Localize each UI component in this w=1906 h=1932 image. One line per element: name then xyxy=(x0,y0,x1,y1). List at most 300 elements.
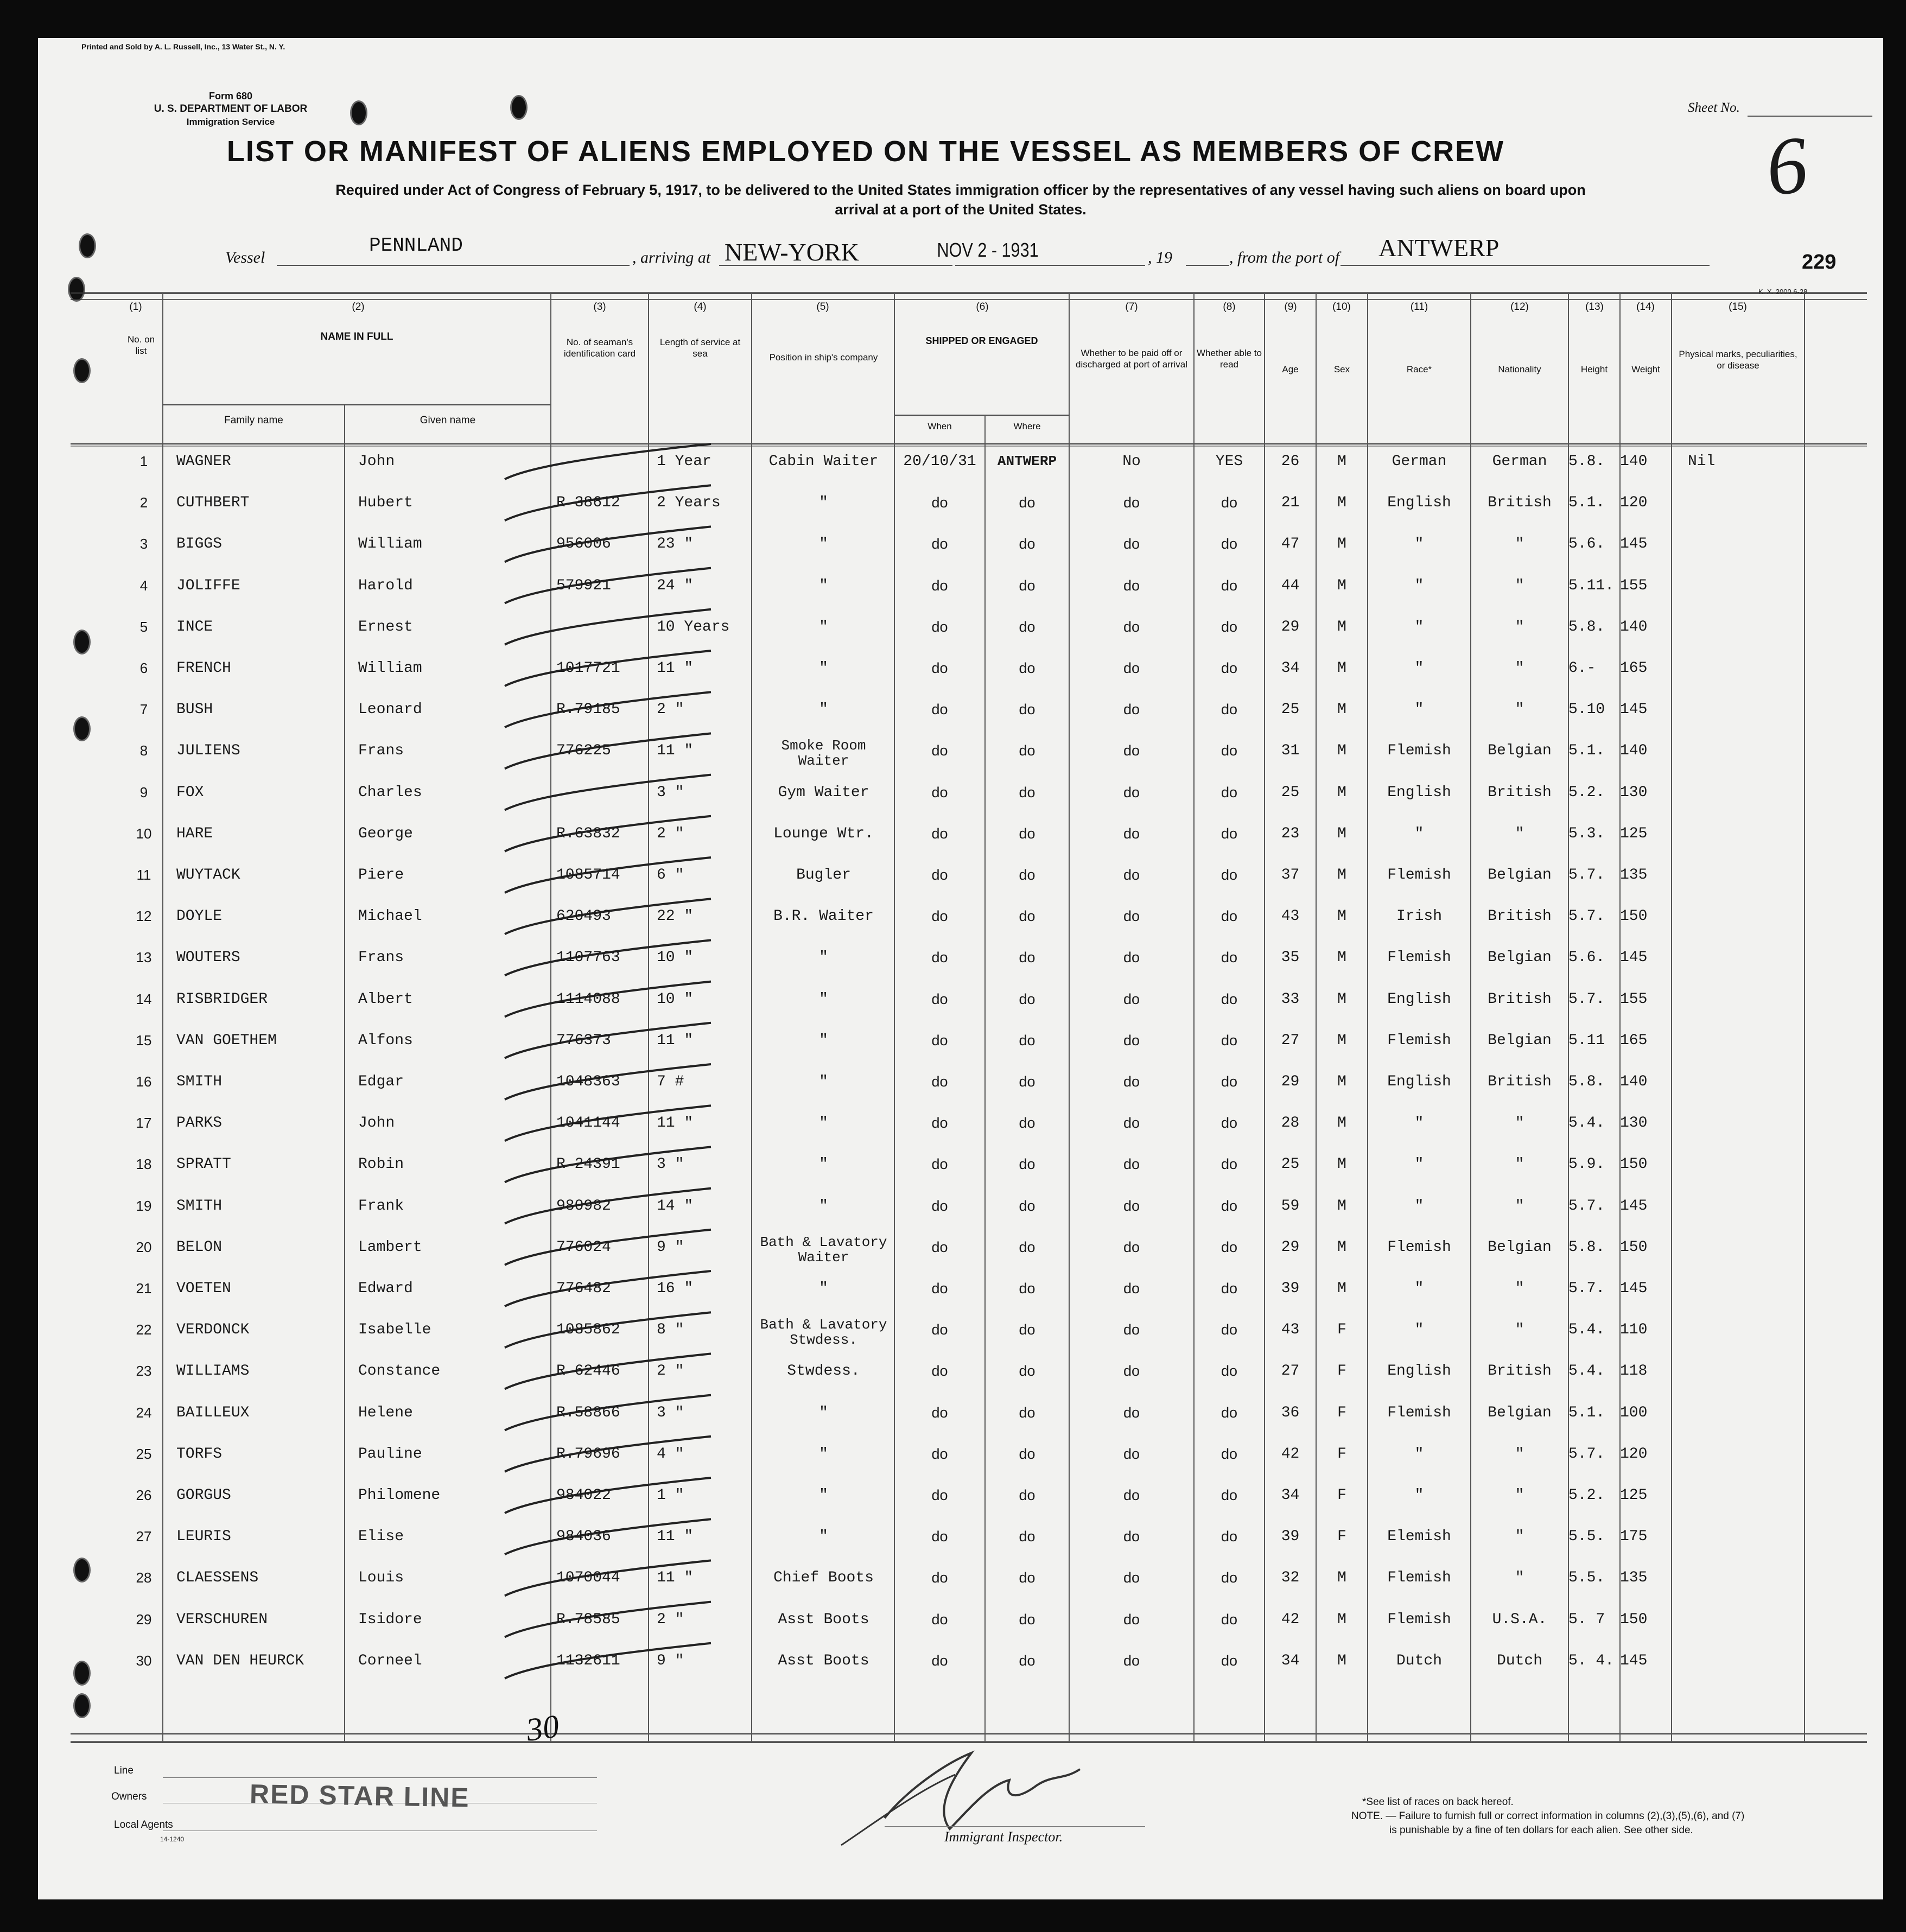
cell-nat: British xyxy=(1488,1363,1552,1380)
date-stamp: NOV 2 - 1931 xyxy=(937,239,1039,261)
cell-paid: do xyxy=(1123,701,1140,718)
cell-read: do xyxy=(1221,825,1238,842)
cell-service: 7 # xyxy=(657,1073,684,1090)
cell-when: do xyxy=(931,908,948,925)
cell-family: BELON xyxy=(176,1238,223,1256)
cell-family: SPRATT xyxy=(176,1156,231,1173)
cell-when: do xyxy=(931,1611,948,1628)
cell-position: Chief Boots xyxy=(773,1569,874,1587)
department-name: U. S. DEPARTMENT OF LABOR xyxy=(154,103,308,115)
cell-n: 20 xyxy=(136,1238,152,1255)
cell-where: do xyxy=(1019,1569,1035,1586)
cell-n: 8 xyxy=(139,742,148,759)
cell-sex: F xyxy=(1337,1363,1346,1380)
cell-read: do xyxy=(1221,1238,1238,1255)
cell-given: Frank xyxy=(358,1197,404,1215)
cell-height: 5. 7 xyxy=(1568,1611,1605,1628)
cell-read: do xyxy=(1221,1611,1238,1628)
cell-service: 10 Years xyxy=(657,618,730,635)
cell-position: " xyxy=(819,1528,828,1546)
header-height: Height xyxy=(1580,364,1608,374)
cell-height: 5.6. xyxy=(1568,949,1605,967)
cell-given: Helene xyxy=(358,1404,413,1421)
cell-age: 33 xyxy=(1281,990,1300,1008)
cell-family: HARE xyxy=(176,825,213,842)
cell-family: FRENCH xyxy=(176,660,231,677)
cell-card: R 62446 xyxy=(556,1363,620,1380)
cell-age: 39 xyxy=(1281,1280,1300,1297)
cell-when: do xyxy=(931,867,948,883)
cell-read: do xyxy=(1221,1280,1238,1297)
header-paid-off: Whether to be paid off or discharged at port of arrival xyxy=(1076,348,1187,370)
cell-given: George xyxy=(358,825,413,842)
cell-position: " xyxy=(819,660,828,677)
cell-nat: Belgian xyxy=(1488,949,1552,967)
cell-nat: " xyxy=(1515,1528,1524,1546)
cell-when: do xyxy=(931,1404,948,1421)
cell-read: do xyxy=(1221,1115,1238,1132)
cell-height: 5.2. xyxy=(1568,1487,1605,1504)
cell-paid: do xyxy=(1123,1073,1140,1090)
cell-position: " xyxy=(819,618,828,635)
footer-notes xyxy=(1351,1795,1744,1838)
punch-hole xyxy=(79,233,96,258)
cell-weight: 110 xyxy=(1620,1321,1648,1339)
cell-position: Smoke Room Waiter xyxy=(781,738,866,770)
cell-position: " xyxy=(819,701,828,719)
cell-position: Bath & Lavatory Stwdess. xyxy=(760,1317,887,1349)
cell-service: 9 " xyxy=(657,1652,684,1669)
cell-n: 10 xyxy=(136,825,152,842)
cell-when: do xyxy=(931,1197,948,1214)
cell-age: 25 xyxy=(1281,1156,1300,1173)
cell-position: " xyxy=(819,1115,828,1132)
cell-age: 36 xyxy=(1281,1404,1300,1421)
cell-age: 31 xyxy=(1281,742,1300,760)
cell-service: 8 " xyxy=(657,1321,684,1339)
cell-position: Asst Boots xyxy=(778,1611,869,1628)
port-underline xyxy=(1340,265,1710,266)
header-shipped: SHIPPED OR ENGAGED xyxy=(925,335,1038,346)
sheet-number-line xyxy=(1748,116,1872,117)
cell-age: 34 xyxy=(1281,1652,1300,1669)
cell-given: Lambert xyxy=(358,1238,422,1256)
cell-paid: do xyxy=(1123,1528,1140,1545)
cell-nat: " xyxy=(1515,1487,1524,1504)
inspector-underline xyxy=(885,1826,1145,1827)
cell-paid: do xyxy=(1123,1197,1140,1214)
year-label: , 19 xyxy=(1148,249,1172,266)
cell-card: 776373 xyxy=(556,1032,611,1049)
cell-paid: do xyxy=(1123,1569,1140,1586)
cell-where: do xyxy=(1019,949,1035,966)
cell-card: 980982 xyxy=(556,1197,611,1215)
cell-race: " xyxy=(1414,1445,1424,1463)
cell-position: Asst Boots xyxy=(778,1652,869,1669)
cell-age: 44 xyxy=(1281,577,1300,594)
cell-read: do xyxy=(1221,1321,1238,1338)
cell-age: 21 xyxy=(1281,494,1300,512)
cell-n: 19 xyxy=(136,1197,152,1214)
cell-sex: M xyxy=(1337,784,1346,801)
owners-label: Owners xyxy=(111,1791,147,1802)
cell-given: John xyxy=(358,1115,395,1132)
cell-height: 5.11 xyxy=(1568,1032,1605,1049)
cell-weight: 165 xyxy=(1620,660,1648,677)
cell-age: 32 xyxy=(1281,1569,1300,1587)
cell-nat: " xyxy=(1515,1280,1524,1297)
cell-service: 11 " xyxy=(657,1528,694,1546)
cell-weight: 120 xyxy=(1620,494,1648,512)
cell-card: 1048363 xyxy=(556,1073,620,1090)
cell-race: German xyxy=(1392,453,1447,470)
cell-given: Isidore xyxy=(358,1611,422,1628)
cell-nat: " xyxy=(1515,1197,1524,1215)
cell-paid: do xyxy=(1123,784,1140,800)
cell-card: 1017721 xyxy=(556,660,620,677)
cell-when: do xyxy=(931,742,948,759)
cell-age: 39 xyxy=(1281,1528,1300,1546)
cell-when: do xyxy=(931,701,948,718)
cell-where: do xyxy=(1019,536,1035,552)
cell-height: 5.2. xyxy=(1568,784,1605,801)
cell-sex: M xyxy=(1337,1280,1346,1297)
cell-n: 13 xyxy=(136,949,152,966)
punch-hole xyxy=(73,630,91,654)
cell-paid: do xyxy=(1123,1404,1140,1421)
cell-read: do xyxy=(1221,1156,1238,1173)
cell-where: do xyxy=(1019,1445,1035,1462)
cell-when: do xyxy=(931,1156,948,1173)
header-able-read: Whether able to read xyxy=(1197,348,1262,370)
cell-given: Corneel xyxy=(358,1652,422,1669)
cell-paid: do xyxy=(1123,1652,1140,1669)
cell-n: 24 xyxy=(136,1404,152,1421)
cell-paid: do xyxy=(1123,494,1140,511)
cell-race: Flemish xyxy=(1387,1238,1451,1256)
punch-hole xyxy=(73,1661,91,1686)
cell-weight: 140 xyxy=(1620,1073,1648,1090)
punch-hole xyxy=(73,358,91,383)
cell-service: 22 " xyxy=(657,908,694,925)
cell-height: 5.7. xyxy=(1568,1280,1605,1297)
cell-weight: 165 xyxy=(1620,1032,1648,1049)
note-races: *See list of races on back hereof. xyxy=(1362,1796,1514,1808)
cell-when: do xyxy=(931,825,948,842)
cell-age: 23 xyxy=(1281,825,1300,842)
col-number: (9) xyxy=(1284,301,1297,313)
cell-sex: M xyxy=(1337,867,1346,884)
cell-where: do xyxy=(1019,742,1035,759)
cell-where: do xyxy=(1019,908,1035,925)
cell-given: Elise xyxy=(358,1528,404,1546)
cell-weight: 145 xyxy=(1620,536,1648,553)
cell-n: 9 xyxy=(139,784,148,800)
cell-family: VAN DEN HEURCK xyxy=(176,1652,304,1669)
cell-card: 1070044 xyxy=(556,1569,620,1587)
vessel-value: PENNLAND xyxy=(369,234,463,257)
cell-read: do xyxy=(1221,1032,1238,1048)
cell-when: do xyxy=(931,577,948,594)
year-underline xyxy=(1186,265,1229,266)
cell-weight: 145 xyxy=(1620,701,1648,719)
cell-read: do xyxy=(1221,1363,1238,1380)
cell-given: Louis xyxy=(358,1569,404,1587)
cell-paid: do xyxy=(1123,949,1140,966)
cell-card: 1085714 xyxy=(556,867,620,884)
cell-weight: 145 xyxy=(1620,949,1648,967)
col-number: (3) xyxy=(593,301,606,313)
cell-weight: 140 xyxy=(1620,618,1648,635)
cell-family: VOETEN xyxy=(176,1280,231,1297)
cell-service: 11 " xyxy=(657,1115,694,1132)
cell-height: 5.8. xyxy=(1568,453,1605,470)
cell-service: 2 " xyxy=(657,825,684,842)
cell-where: do xyxy=(1019,1528,1035,1545)
cell-service: 9 " xyxy=(657,1238,684,1256)
cell-height: 5.1. xyxy=(1568,742,1605,760)
cell-age: 25 xyxy=(1281,701,1300,719)
cell-sex: F xyxy=(1337,1487,1346,1504)
cell-where: do xyxy=(1019,1032,1035,1048)
cell-given: Charles xyxy=(358,784,422,801)
cell-read: do xyxy=(1221,949,1238,966)
line-label: Line xyxy=(114,1765,134,1776)
cell-when: 20/10/31 xyxy=(903,453,976,470)
cell-family: VAN GOETHEM xyxy=(176,1032,277,1049)
cell-when: do xyxy=(931,494,948,511)
cell-n: 16 xyxy=(136,1073,152,1090)
subtitle-line-1: Required under Act of Congress of February 5, 1917, to be delivered to the United States immigration officer by the representatives of any vessel having such aliens on board upon xyxy=(335,182,1586,198)
cell-race: Flemish xyxy=(1387,867,1451,884)
col-number: (2) xyxy=(352,301,365,313)
header-position: Position in ship's company xyxy=(769,352,878,363)
cell-read: YES xyxy=(1215,453,1243,470)
cell-when: do xyxy=(931,1445,948,1462)
cell-age: 28 xyxy=(1281,1115,1300,1132)
cell-weight: 135 xyxy=(1620,867,1648,884)
cell-where: do xyxy=(1019,1611,1035,1628)
cell-weight: 145 xyxy=(1620,1652,1648,1669)
cell-height: 5.4. xyxy=(1568,1363,1605,1380)
cell-where: do xyxy=(1019,1115,1035,1132)
arriving-value: NEW-YORK xyxy=(725,238,859,266)
cell-height: 5.11. xyxy=(1568,577,1615,594)
cell-paid: do xyxy=(1123,1611,1140,1628)
cell-race: Irish xyxy=(1396,908,1442,925)
cell-card: 984036 xyxy=(556,1528,611,1546)
cell-position: " xyxy=(819,1032,828,1049)
cell-weight: 150 xyxy=(1620,1238,1648,1256)
cell-paid: do xyxy=(1123,908,1140,925)
cell-card: R.63832 xyxy=(556,825,620,842)
cell-family: WAGNER xyxy=(176,453,231,470)
cell-service: 24 " xyxy=(657,577,694,594)
manifest-sheet xyxy=(38,38,1883,1899)
col-number: (15) xyxy=(1729,301,1747,313)
cell-given: Philomene xyxy=(358,1487,441,1504)
cell-paid: do xyxy=(1123,990,1140,1007)
cell-given: William xyxy=(358,660,422,677)
cell-when: do xyxy=(931,949,948,966)
subtitle-line-2: arrival at a port of the United States. xyxy=(835,201,1087,218)
cell-read: do xyxy=(1221,618,1238,635)
cell-sex: F xyxy=(1337,1404,1346,1421)
cell-paid: do xyxy=(1123,1445,1140,1462)
cell-age: 27 xyxy=(1281,1363,1300,1380)
header-given-name: Given name xyxy=(420,415,476,426)
cell-card: 1132611 xyxy=(556,1652,620,1669)
cell-when: do xyxy=(931,618,948,635)
cell-race: " xyxy=(1414,1115,1424,1132)
form-info xyxy=(111,90,350,129)
cell-race: Flemish xyxy=(1387,1032,1451,1049)
col-number: (12) xyxy=(1510,301,1529,313)
cell-service: 6 " xyxy=(657,867,684,884)
cell-service: 11 " xyxy=(657,1569,694,1587)
cell-service: 11 " xyxy=(657,1032,694,1049)
cell-family: DOYLE xyxy=(176,908,223,925)
page-title: LIST OR MANIFEST OF ALIENS EMPLOYED ON THE VESSEL AS MEMBERS OF CREW xyxy=(226,135,1505,168)
cell-sex: M xyxy=(1337,1611,1346,1628)
cell-height: 5.7. xyxy=(1568,867,1605,884)
cell-when: do xyxy=(931,1528,948,1545)
cell-when: do xyxy=(931,660,948,676)
cell-when: do xyxy=(931,1280,948,1297)
cell-age: 27 xyxy=(1281,1032,1300,1049)
cell-given: Harold xyxy=(358,577,413,594)
cell-read: do xyxy=(1221,1528,1238,1545)
cell-race: " xyxy=(1414,577,1424,594)
cell-weight: 125 xyxy=(1620,825,1648,842)
cell-weight: 140 xyxy=(1620,742,1648,760)
cell-sex: M xyxy=(1337,494,1346,512)
cell-position: Lounge Wtr. xyxy=(773,825,874,842)
cell-n: 1 xyxy=(139,453,148,469)
cell-paid: do xyxy=(1123,536,1140,552)
cell-height: 5.4. xyxy=(1568,1115,1605,1132)
cell-given: Piere xyxy=(358,867,404,884)
cell-where: do xyxy=(1019,867,1035,883)
cell-given: Ernest xyxy=(358,618,413,635)
cell-height: 5.8. xyxy=(1568,1238,1605,1256)
cell-position: Bath & Lavatory Waiter xyxy=(760,1234,887,1266)
cell-paid: do xyxy=(1123,1115,1140,1132)
cell-card: 1041144 xyxy=(556,1115,620,1132)
cell-family: CUTHBERT xyxy=(176,494,250,512)
header-when: When xyxy=(927,421,952,431)
document-number: 229 xyxy=(1802,251,1837,274)
cell-race: " xyxy=(1414,825,1424,842)
cell-nat: Belgian xyxy=(1488,867,1552,884)
cell-weight: 130 xyxy=(1620,1115,1648,1132)
cell-weight: 155 xyxy=(1620,990,1648,1008)
cell-service: 4 " xyxy=(657,1445,684,1463)
cell-service: 2 Years xyxy=(657,494,721,512)
punch-hole xyxy=(68,277,85,302)
cell-when: do xyxy=(931,1363,948,1380)
header-where: Where xyxy=(1013,421,1041,431)
punch-hole xyxy=(73,716,91,741)
cell-n: 21 xyxy=(136,1280,152,1297)
cell-n: 18 xyxy=(136,1156,152,1173)
cell-position: " xyxy=(819,1404,828,1421)
header-age: Age xyxy=(1282,364,1299,374)
date-underline xyxy=(955,265,1145,266)
cell-where: ANTWERP xyxy=(997,453,1057,469)
cell-read: do xyxy=(1221,784,1238,800)
cell-height: 5.1. xyxy=(1568,494,1605,512)
header-length-service: Length of service at sea xyxy=(659,337,741,359)
cell-card: 776482 xyxy=(556,1280,611,1297)
cell-height: 5.1. xyxy=(1568,1404,1605,1421)
vessel-label: Vessel xyxy=(225,249,265,266)
cell-position: " xyxy=(819,1487,828,1504)
cell-weight: 120 xyxy=(1620,1445,1648,1463)
punch-hole xyxy=(73,1558,91,1583)
cell-read: do xyxy=(1221,1073,1238,1090)
cell-family: WILLIAMS xyxy=(176,1363,250,1380)
cell-nat: " xyxy=(1515,1115,1524,1132)
cell-position: Stwdess. xyxy=(787,1363,860,1380)
cell-given: Edward xyxy=(358,1280,413,1297)
cell-paid: do xyxy=(1123,1280,1140,1297)
cell-height: 5.7. xyxy=(1568,908,1605,925)
cell-family: JOLIFFE xyxy=(176,577,240,594)
cell-paid: do xyxy=(1123,1238,1140,1255)
col-number: (5) xyxy=(816,301,829,313)
printer-credit: Printed and Sold by A. L. Russell, Inc., 13 Water St., N. Y. xyxy=(81,42,285,51)
cell-sex: F xyxy=(1337,1445,1346,1463)
cell-n: 4 xyxy=(139,577,148,594)
header-sex: Sex xyxy=(1333,364,1350,374)
cell-card: 1085862 xyxy=(556,1321,620,1339)
cell-card: R.58866 xyxy=(556,1404,620,1421)
cell-given: Hubert xyxy=(358,494,413,512)
cell-given: William xyxy=(358,536,422,553)
cell-position: " xyxy=(819,494,828,512)
cell-read: do xyxy=(1221,908,1238,925)
cell-where: do xyxy=(1019,1280,1035,1297)
cell-paid: do xyxy=(1123,742,1140,759)
col-number: (14) xyxy=(1636,301,1655,313)
cell-race: English xyxy=(1387,494,1451,512)
cell-height: 5.7. xyxy=(1568,990,1605,1008)
cell-paid: do xyxy=(1123,1363,1140,1380)
cell-race: " xyxy=(1414,1487,1424,1504)
cell-n: 6 xyxy=(139,660,148,676)
cell-when: do xyxy=(931,1487,948,1503)
cell-nat: " xyxy=(1515,577,1524,594)
cell-n: 11 xyxy=(136,867,151,883)
cell-height: 5.7. xyxy=(1568,1197,1605,1215)
port-value: ANTWERP xyxy=(1378,234,1500,262)
cell-height: 5.5. xyxy=(1568,1569,1605,1587)
cell-position: " xyxy=(819,1445,828,1463)
cell-nat: " xyxy=(1515,825,1524,842)
cell-weight: 150 xyxy=(1620,1156,1648,1173)
cell-height: 5.3. xyxy=(1568,825,1605,842)
cell-race: English xyxy=(1387,784,1451,801)
cell-height: 5.9. xyxy=(1568,1156,1605,1173)
cell-given: Edgar xyxy=(358,1073,404,1090)
cell-read: do xyxy=(1221,1445,1238,1462)
cell-read: do xyxy=(1221,577,1238,594)
cell-sex: M xyxy=(1337,990,1346,1008)
cell-where: do xyxy=(1019,1487,1035,1503)
cell-family: LEURIS xyxy=(176,1528,231,1546)
header-physical-marks: Physical marks, peculiarities, or disease xyxy=(1679,349,1797,371)
